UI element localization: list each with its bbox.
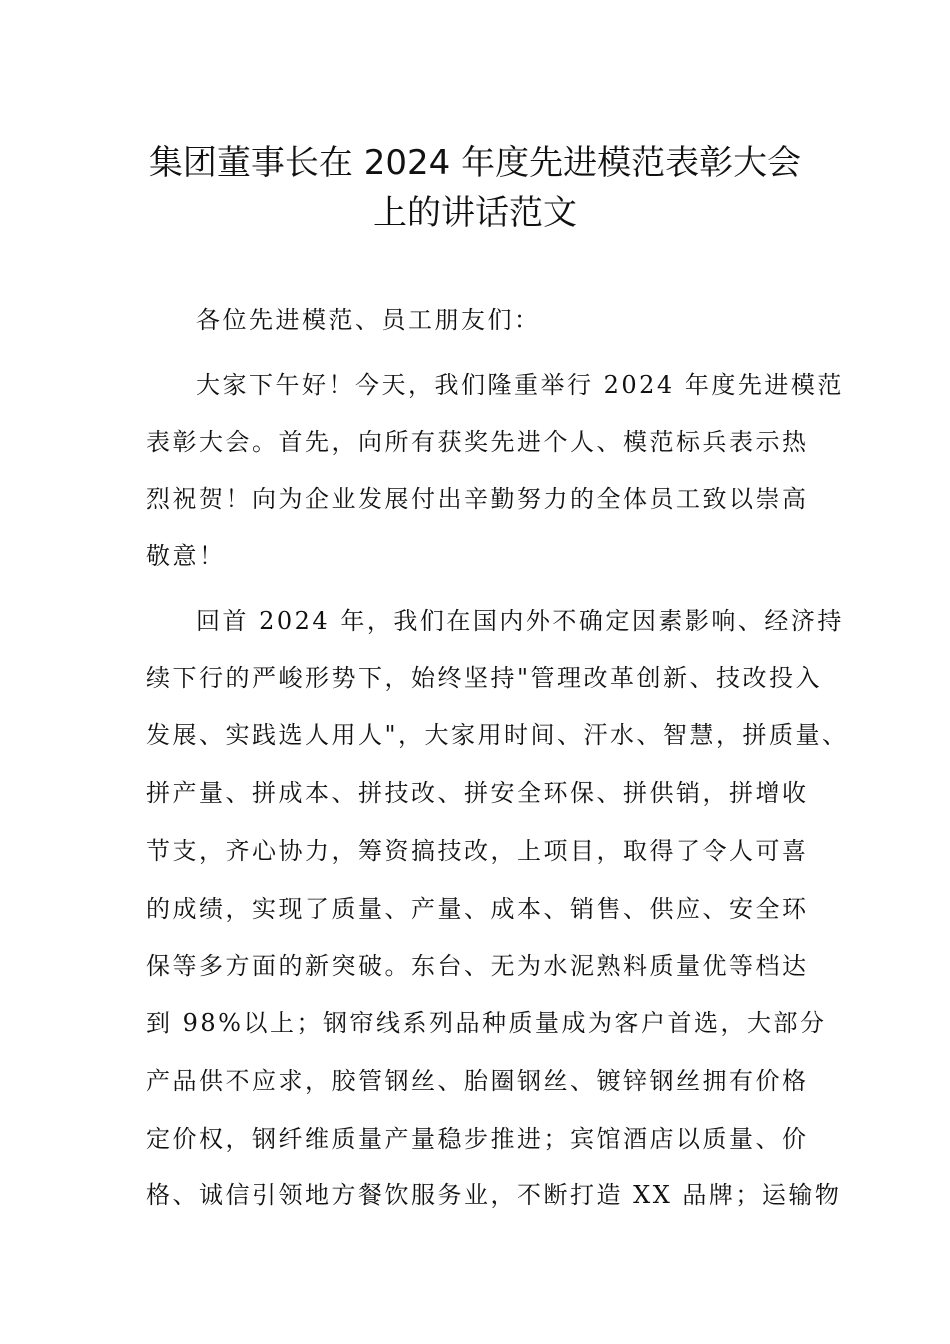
paragraph-2-line-11: 格、诚信引领地方餐饮服务业，不断打造 XX 品牌；运输物 <box>146 1181 842 1209</box>
paragraph-2-line-3: 发展、实践选人用人"，大家用时间、汗水、智慧，拼质量、 <box>146 721 849 749</box>
paragraph-2-line-9: 产品供不应求，胶管钢丝、胎圈钢丝、镀锌钢丝拥有价格 <box>146 1067 809 1095</box>
document-title-line-2: 上的讲话范文 <box>373 193 577 233</box>
paragraph-2-line-7: 保等多方面的新突破。东台、无为水泥熟料质量优等档达 <box>146 952 809 980</box>
paragraph-1-line-3: 烈祝贺！向为企业发展付出辛勤努力的全体员工致以崇高 <box>146 485 809 513</box>
paragraph-2-line-5: 节支，齐心协力，筹资搞技改，上项目，取得了令人可喜 <box>146 837 809 865</box>
paragraph-1-line-4: 敬意！ <box>146 542 226 570</box>
salutation-line: 各位先进模范、员工朋友们： <box>196 306 541 334</box>
paragraph-2-line-8: 到 98%以上；钢帘线系列品种质量成为客户首选，大部分 <box>146 1009 827 1037</box>
paragraph-2-line-1: 回首 2024 年，我们在国内外不确定因素影响、经济持 <box>196 607 844 635</box>
paragraph-2-line-2: 续下行的严峻形势下，始终坚持"管理改革创新、技改投入 <box>146 664 823 692</box>
document-title-line-1: 集团董事长在 2024 年度先进模范表彰大会 <box>148 143 802 183</box>
paragraph-2-line-6: 的成绩，实现了质量、产量、成本、销售、供应、安全环 <box>146 895 809 923</box>
paragraph-1-line-2: 表彰大会。首先，向所有获奖先进个人、模范标兵表示热 <box>146 428 809 456</box>
paragraph-2-line-4: 拼产量、拼成本、拼技改、拼安全环保、拼供销，拼增收 <box>146 779 809 807</box>
paragraph-2-line-10: 定价权，钢纤维质量产量稳步推进；宾馆酒店以质量、价 <box>146 1125 809 1153</box>
paragraph-1-line-1: 大家下午好！今天，我们隆重举行 2024 年度先进模范 <box>196 371 844 399</box>
